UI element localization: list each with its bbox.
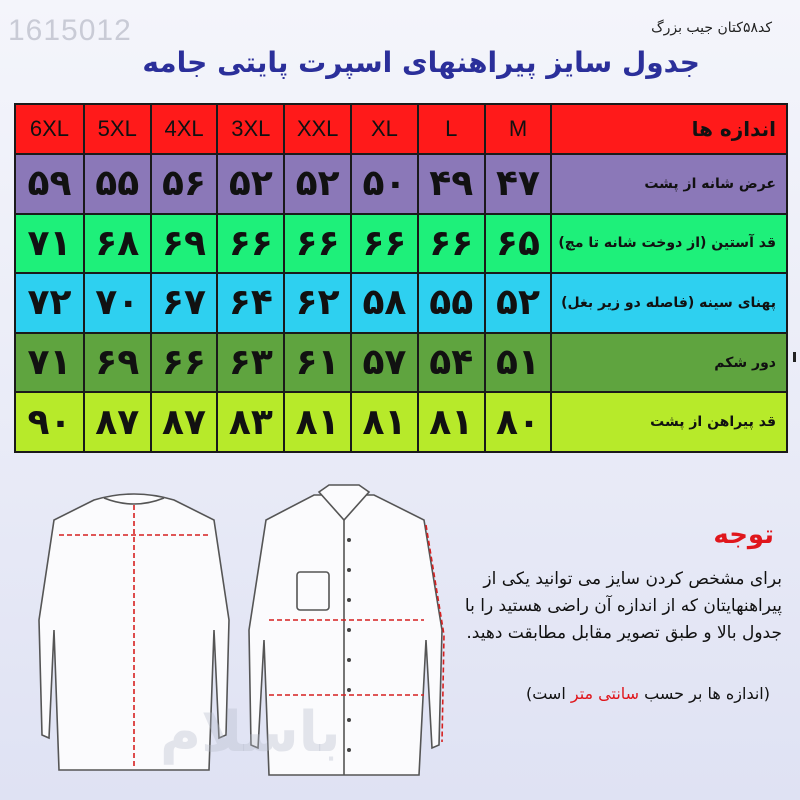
- units-note: [526, 684, 770, 703]
- table-cell: ۸۱: [283, 393, 350, 451]
- table-row: [16, 334, 786, 394]
- table-cell: ۵۹: [27, 163, 72, 205]
- table-cell: ۶۹: [83, 334, 150, 392]
- size-header-xxl: XXL: [283, 105, 350, 153]
- page-title: جدول سایز پیراهنهای اسپرت پایتی جامه: [142, 46, 700, 79]
- table-cell: ۸۷: [150, 393, 217, 451]
- size-header-3xl: 3XL: [216, 105, 283, 153]
- table-cell: ۵۴: [417, 334, 484, 392]
- table-cell: ۵۵: [417, 274, 484, 332]
- table-cell: ۶۴: [216, 274, 283, 332]
- table-row: [16, 155, 786, 215]
- table-row: [16, 215, 786, 275]
- table-cell: ۵۵: [83, 155, 150, 213]
- units-prefix: (اندازه ها بر حسب: [644, 684, 770, 703]
- table-cell: ۵۲: [484, 274, 551, 332]
- size-table: [14, 103, 788, 453]
- table-cell: ۸۱: [417, 393, 484, 451]
- table-cell: ۶۶: [350, 215, 417, 273]
- table-cell: ۶۲: [283, 274, 350, 332]
- table-cell: ۵۷: [350, 334, 417, 392]
- table-cell: ۸۳: [216, 393, 283, 451]
- table-cell: ۵۱: [484, 334, 551, 392]
- table-cell: ۵۸: [350, 274, 417, 332]
- table-cell: ۷۱: [27, 342, 72, 384]
- table-row: [16, 393, 786, 451]
- table-cell: ۶۶: [150, 334, 217, 392]
- size-header-xl: XL: [350, 105, 417, 153]
- row-label: پهنای سینه (فاصله دو زیر بغل): [550, 274, 786, 332]
- table-cell: ۷۱: [27, 222, 72, 264]
- table-cell: ۴۷: [484, 155, 551, 213]
- table-cell: ۵۶: [150, 155, 217, 213]
- size-header-5xl: 5XL: [83, 105, 150, 153]
- table-cell: ۶۸: [83, 215, 150, 273]
- size-header-l: L: [417, 105, 484, 153]
- image-id-watermark: 1615012: [8, 14, 132, 47]
- table-cell: ۶۶: [417, 215, 484, 273]
- brand-watermark: باسلام: [160, 700, 341, 765]
- table-cell: ۴۹: [417, 155, 484, 213]
- note-text: برای مشخص کردن سایز می توانید یکی از پیراهنهایتان که از اندازه آن راضی هستید را با جدول بالا و طبق تصویر مقابل مطابقت دهید.: [464, 569, 782, 643]
- table-cell: ۷۲: [27, 282, 72, 324]
- note-title: توجه: [713, 520, 774, 550]
- row-label: قد پیراهن از پشت: [550, 393, 786, 451]
- table-cell: ۶۶: [216, 215, 283, 273]
- table-cell: ۶۳: [216, 334, 283, 392]
- size-header-m: M: [484, 105, 551, 153]
- row-label: دور شکم: [550, 334, 786, 392]
- table-cell: ۶۱: [283, 334, 350, 392]
- size-header-4xl: 4XL: [150, 105, 217, 153]
- table-cell: ۵۰: [350, 155, 417, 213]
- table-cell: ۶۶: [283, 215, 350, 273]
- table-cell: ۶۹: [150, 215, 217, 273]
- table-row: [16, 274, 786, 334]
- table-header-row: [16, 105, 786, 155]
- table-cell: ۹۰: [27, 401, 72, 443]
- table-cell: ۵۲: [283, 155, 350, 213]
- table-cell: ۶۷: [150, 274, 217, 332]
- units-highlight: سانتی متر: [570, 684, 640, 703]
- table-cell: ۸۱: [350, 393, 417, 451]
- table-cell: ۵۲: [216, 155, 283, 213]
- row-label: قد آستین (از دوخت شانه تا مچ): [550, 215, 786, 273]
- header-label: اندازه ها: [550, 105, 786, 153]
- table-cell: ۶۵: [484, 215, 551, 273]
- table-cell: ۷۰: [83, 274, 150, 332]
- edge-mark: [793, 352, 796, 362]
- row-label: عرض شانه از پشت: [550, 155, 786, 213]
- units-suffix: است): [525, 684, 566, 703]
- table-cell: ۸۷: [83, 393, 150, 451]
- product-code: کد۵۸کتان جیب بزرگ: [651, 20, 772, 36]
- size-header-6xl: 6XL: [29, 116, 70, 141]
- table-cell: ۸۰: [484, 393, 551, 451]
